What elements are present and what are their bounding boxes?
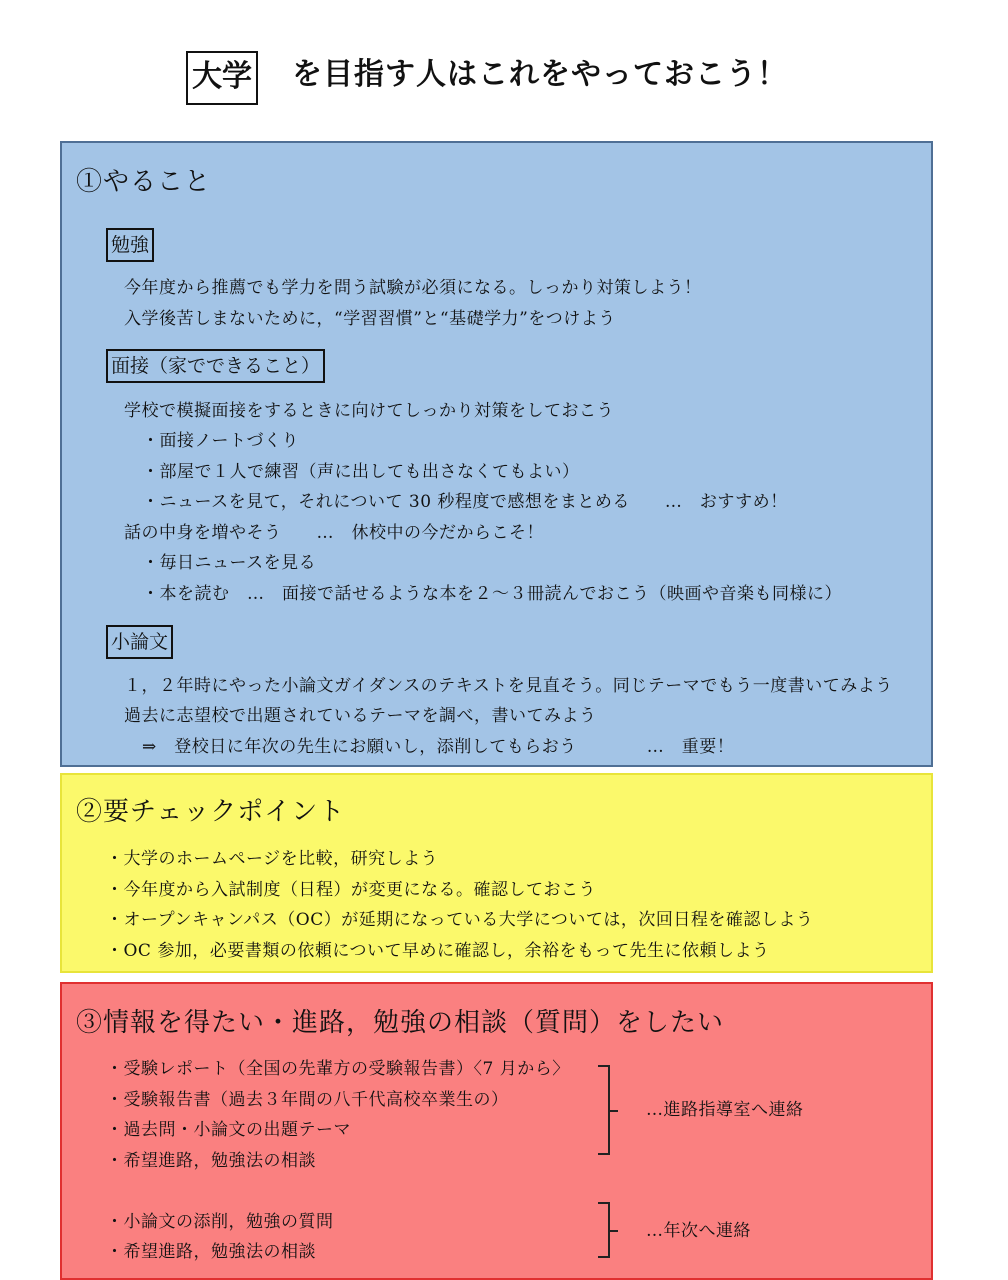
interview-line: ・本を読む … 面接で話せるような本を２～３冊読んでおこう（映画や音楽も同様に） (142, 584, 842, 604)
interview-line: ・毎日ニュースを見る (142, 553, 317, 573)
contact-grade-office: …年次へ連絡 (646, 1221, 751, 1241)
contact-career-office: …進路指導室へ連絡 (646, 1100, 804, 1120)
section-checkpoints-heading: ②要チェックポイント (76, 797, 346, 827)
study-line: 入学後苦しまないために，“学習習慣”と“基礎学力”をつけよう (124, 309, 616, 329)
section-consult (60, 982, 933, 1280)
interview-line: 話の中身を増やそう … 休校中の今だからこそ！ (124, 523, 544, 543)
title-text: を目指す人はこれをやっておこう！ (292, 57, 788, 92)
interview-line: ・面接ノートづくり (142, 431, 299, 451)
interview-label: 面接（家でできること） (106, 349, 325, 383)
checkpoint-item: ・OC 参加，必要書類の依頼について早めに確認し，余裕をもって先生に依頼しよう (106, 941, 770, 961)
interview-line: 学校で模擬面接をするときに向けてしっかり対策をしておこう (124, 401, 614, 421)
section-checkpoints (60, 773, 933, 973)
section-consult-heading: ③情報を得たい・進路，勉強の相談（質問）をしたい (76, 1008, 725, 1038)
section-todo-heading: ①やること (76, 167, 212, 197)
essay-line: １，２年時にやった小論文ガイダンスのテキストを見直そう。同じテーマでもう一度書いてみよう (124, 676, 893, 696)
section-todo (60, 141, 933, 767)
group-bracket (598, 1202, 610, 1258)
consult-item: ・小論文の添削，勉強の質問 (106, 1212, 334, 1232)
title-boxed-word: 大学 (186, 51, 258, 105)
interview-line: ・部屋で１人で練習（声に出しても出さなくてもよい） (142, 462, 580, 482)
consult-item: ・受験報告書（過去３年間の八千代高校卒業生の） (106, 1090, 509, 1110)
consult-item: ・受験レポート（全国の先輩方の受験報告書）〈7 月から〉 (106, 1059, 570, 1079)
essay-line: 過去に志望校で出題されているテーマを調べ，書いてみよう (124, 706, 597, 726)
group-bracket (598, 1065, 610, 1155)
consult-item: ・希望進路，勉強法の相談 (106, 1151, 316, 1171)
consult-item: ・希望進路，勉強法の相談 (106, 1242, 316, 1262)
consult-item: ・過去問・小論文の出題テーマ (106, 1120, 351, 1140)
interview-line: ・ニュースを見て，それについて 30 秒程度で感想をまとめる … おすすめ！ (142, 492, 788, 512)
page-title (0, 48, 1008, 108)
study-line: 今年度から推薦でも学力を問う試験が必須になる。しっかり対策しよう！ (124, 278, 702, 298)
essay-label: 小論文 (106, 625, 173, 659)
checkpoint-item: ・大学のホームページを比較，研究しよう (106, 849, 439, 869)
checkpoint-item: ・今年度から入試制度（日程）が変更になる。確認しておこう (106, 880, 596, 900)
checkpoint-item: ・オープンキャンパス（OC）が延期になっている大学については，次回日程を確認しよう (106, 910, 814, 930)
essay-line: ⇒ 登校日に年次の先生にお願いし，添削してもらおう … 重要！ (142, 737, 735, 757)
study-label: 勉強 (106, 228, 154, 262)
